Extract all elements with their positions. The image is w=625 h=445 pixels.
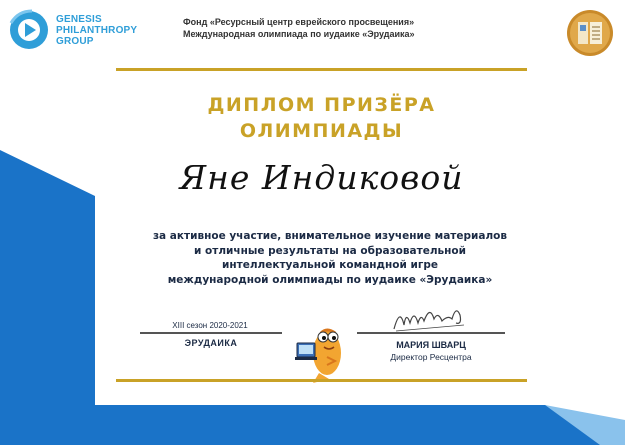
director-signature <box>390 301 470 335</box>
bottom-gold-rule <box>116 379 527 382</box>
award-reason <box>95 229 565 287</box>
right-signature-line <box>357 332 505 334</box>
diploma-title <box>116 92 527 144</box>
reason-line-2: и отличные результаты на образовательной <box>194 244 466 257</box>
fund-header <box>183 16 415 40</box>
genesis-logo-icon <box>8 9 50 51</box>
logo-line-3: GROUP <box>56 35 94 47</box>
signer-role: Директор Ресцентра <box>390 352 472 362</box>
reason-line-1: за активное участие, внимательное изучение материалов <box>152 230 508 242</box>
event-name: ЭРУДАИКА <box>184 338 238 348</box>
reason-line-3: интеллектуальной командной игре <box>222 259 438 271</box>
diploma-title-line-2: ОЛИМПИАДЫ <box>239 120 404 142</box>
logo-line-1: GENESIS <box>56 13 102 25</box>
logo-line-2: PHILANTHROPY <box>56 24 138 36</box>
olympiad-name: Международная олимпиада по иудаике «Эрудаика» <box>183 29 415 39</box>
left-signature-line <box>140 332 282 334</box>
fish-mascot-icon <box>291 317 353 385</box>
signer-name: МАРИЯ ШВАРЦ <box>396 340 466 350</box>
reason-line-4: международной олимпиады по иудаике «Эрудаика» <box>167 273 493 286</box>
fund-name: Фонд «Ресурсный центр еврейского просвещения» <box>183 17 415 27</box>
diploma-title-line-1: ДИПЛОМ ПРИЗЁРА <box>207 94 436 116</box>
genesis-logo <box>8 9 137 51</box>
season-label: XIII сезон 2020-2021 <box>172 321 248 330</box>
signer-block <box>357 339 505 363</box>
top-gold-rule <box>116 68 527 71</box>
recipient-name: Яне Индиковой <box>179 158 464 197</box>
erudaika-emblem-icon <box>566 9 614 57</box>
genesis-logo-text <box>56 14 137 47</box>
